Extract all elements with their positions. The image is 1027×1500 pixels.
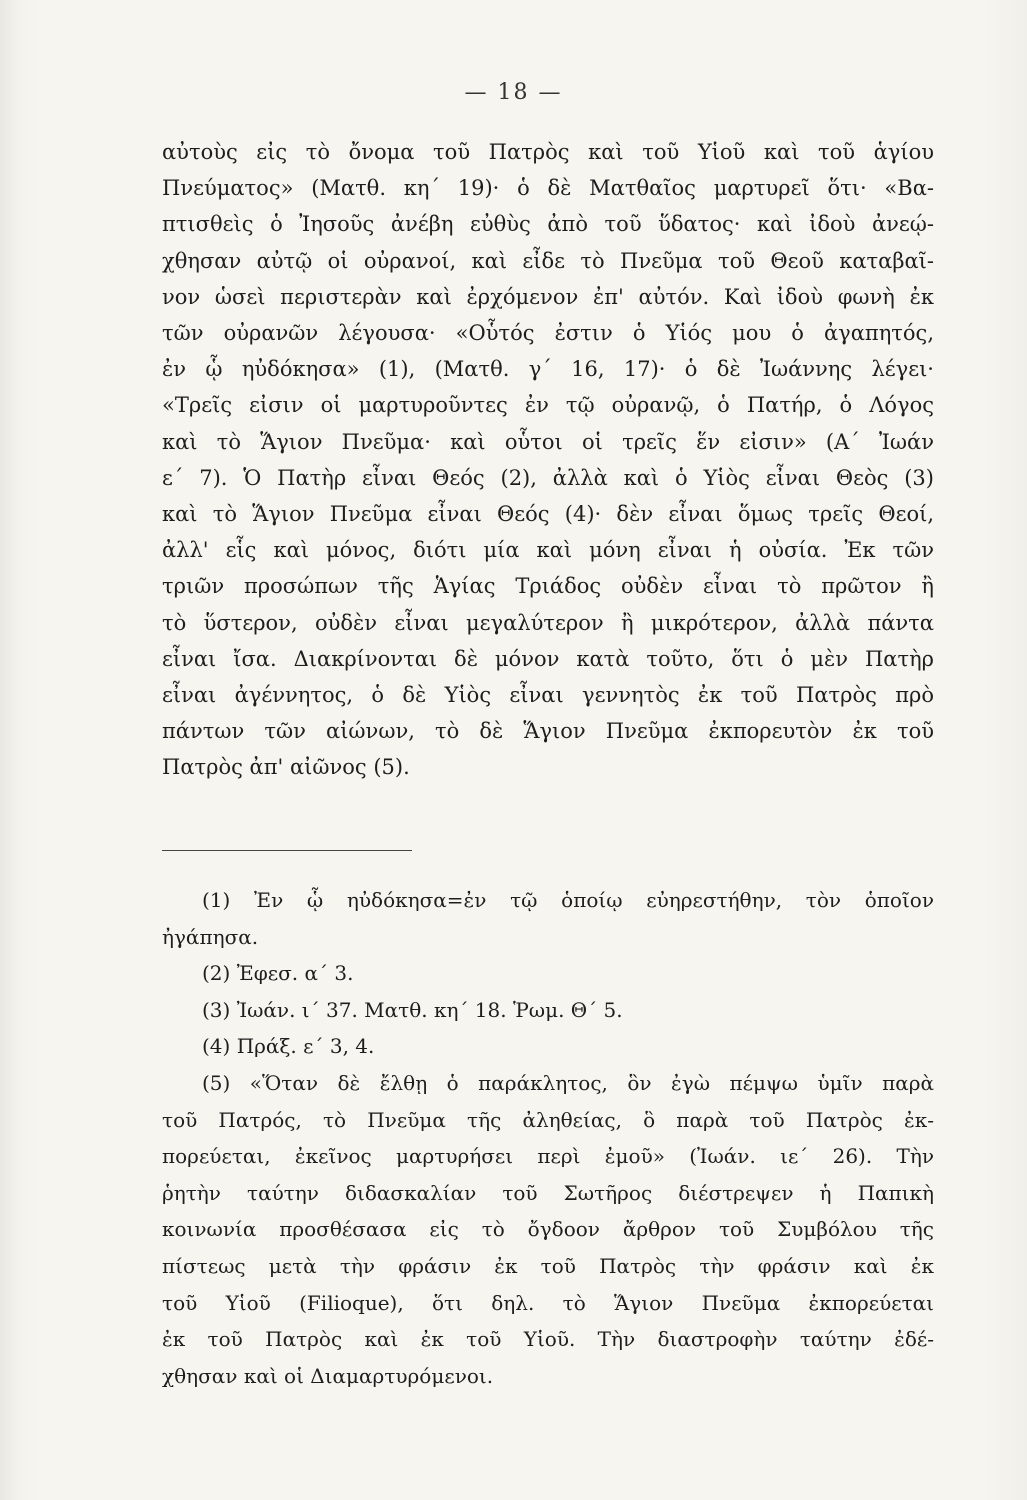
footnote-5: (5) «Ὅταν δὲ ἔλθῃ ὁ παράκλητος, ὃν ἐγὼ πέμψω ὑμῖν παρὰ xyxy=(202,1070,934,1095)
text-line: αὐτοὺς εἰς τὸ ὄνομα τοῦ Πατρὸς καὶ τοῦ Υἱοῦ καὶ τοῦ ἁγίου xyxy=(162,140,934,164)
text-line: Πατρὸς ἀπ' αἰῶνος (5). xyxy=(162,755,410,780)
footnote-5-line: πίστεως μετὰ τὴν φράσιν ἐκ τοῦ Πατρὸς τὴν φράσιν καὶ ἐκ xyxy=(162,1253,934,1278)
footnote-5-line: τοῦ Πατρός, τὸ Πνεῦμα τῆς ἀληθείας, ὃ παρὰ τοῦ Πατρὸς ἐκ- xyxy=(162,1107,934,1132)
footnote-3: (3) Ἰωάν. ι΄ 37. Ματθ. κη΄ 18. Ῥωμ. Θ΄ 5. xyxy=(202,997,623,1022)
text-line: ἐν ᾧ ηὐδόκησα» (1), (Ματθ. γ΄ 16, 17)· ὁ δὲ Ἰωάννης λέγει· xyxy=(162,357,934,382)
text-line: εἶναι ἀγέννητος, ὁ δὲ Υἱὸς εἶναι γεννητὸς ἐκ τοῦ Πατρὸς πρὸ xyxy=(162,683,934,708)
main-text xyxy=(162,134,934,786)
footnote-5-line: τοῦ Υἱοῦ (Filioque), ὅτι δηλ. τὸ Ἅγιον Πνεῦμα ἐκπορεύεται xyxy=(162,1290,934,1315)
text-line: Πνεύματος» (Ματθ. κη΄ 19)· ὁ δὲ Ματθαῖος μαρτυρεῖ ὅτι· «Βα- xyxy=(162,176,934,201)
footnotes xyxy=(162,882,934,1394)
text-line: καὶ τὸ Ἅγιον Πνεῦμα· καὶ οὗτοι οἱ τρεῖς ἕν εἰσιν» (Α΄ Ἰωάν xyxy=(162,429,934,454)
text-line: πάντων τῶν αἰώνων, τὸ δὲ Ἅγιον Πνεῦμα ἐκπορευτὸν ἐκ τοῦ xyxy=(162,719,934,744)
text-line: πτισθεὶς ὁ Ἰησοῦς ἀνέβη εὐθὺς ἀπὸ τοῦ ὕδατος· καὶ ἰδοὺ ἀνεῴ- xyxy=(162,212,934,237)
text-line: «Τρεῖς εἰσιν οἱ μαρτυροῦντες ἐν τῷ οὐρανῷ, ὁ Πατήρ, ὁ Λόγος xyxy=(162,393,934,418)
footnote-1-continuation: ἠγάπησα. xyxy=(162,924,259,949)
footnote-5-line: ῥητὴν ταύτην διδασκαλίαν τοῦ Σωτῆρος διέστρεψεν ἡ Παπικὴ xyxy=(162,1180,934,1205)
footnote-1: (1) Ἐν ᾧ ηὐδόκησα=ἐν τῷ ὁποίῳ εὐηρεστήθην, τὸν ὁποῖον xyxy=(202,888,934,912)
text-line: νον ὡσεὶ περιστερὰν καὶ ἐρχόμενον ἐπ' αὐτόν. Καὶ ἰδοὺ φωνὴ ἐκ xyxy=(162,284,934,309)
footnote-4: (4) Πράξ. ε΄ 3, 4. xyxy=(202,1034,375,1059)
page-number: — 18 — xyxy=(464,80,563,105)
text-line: χθησαν αὐτῷ οἱ οὐρανοί, καὶ εἶδε τὸ Πνεῦμα τοῦ Θεοῦ καταβαῖ- xyxy=(162,248,934,273)
text-line: ε΄ 7). Ὁ Πατὴρ εἶναι Θεός (2), ἀλλὰ καὶ ὁ Υἱὸς εἶναι Θεὸς (3) xyxy=(162,465,934,490)
footnote-5-line: πορεύεται, ἐκεῖνος μαρτυρήσει περὶ ἐμοῦ» (Ἰωάν. ιε΄ 26). Τὴν xyxy=(162,1144,934,1169)
footnote-2: (2) Ἐφεσ. α΄ 3. xyxy=(202,961,354,986)
footnote-5-line: ἐκ τοῦ Πατρὸς καὶ ἐκ τοῦ Υἱοῦ. Τὴν διαστροφὴν ταύτην ἐδέ- xyxy=(162,1327,934,1352)
footnote-5-line: χθησαν καὶ οἱ Διαμαρτυρόμενοι. xyxy=(162,1363,494,1388)
footnote-divider xyxy=(162,850,412,851)
text-line: εἶναι ἴσα. Διακρίνονται δὲ μόνον κατὰ τοῦτο, ὅτι ὁ μὲν Πατὴρ xyxy=(162,646,934,671)
footnote-5-line: κοινωνία προσθέσασα εἰς τὸ ὄγδοον ἄρθρον τοῦ Συμβόλου τῆς xyxy=(162,1217,934,1242)
text-line: ἀλλ' εἷς καὶ μόνος, διότι μία καὶ μόνη εἶναι ἡ οὐσία. Ἐκ τῶν xyxy=(162,538,934,563)
text-line: τὸ ὕστερον, οὐδὲν εἶναι μεγαλύτερον ἢ μικρότερον, ἀλλὰ πάντα xyxy=(162,610,934,635)
text-line: τριῶν προσώπων τῆς Ἁγίας Τριάδος οὐδὲν εἶναι τὸ πρῶτον ἢ xyxy=(162,574,934,599)
text-line: καὶ τὸ Ἅγιον Πνεῦμα εἶναι Θεός (4)· δὲν εἶναι ὅμως τρεῖς Θεοί, xyxy=(162,502,934,527)
text-line: τῶν οὐρανῶν λέγουσα· «Οὗτός ἐστιν ὁ Υἱός μου ὁ ἀγαπητός, xyxy=(162,321,934,346)
